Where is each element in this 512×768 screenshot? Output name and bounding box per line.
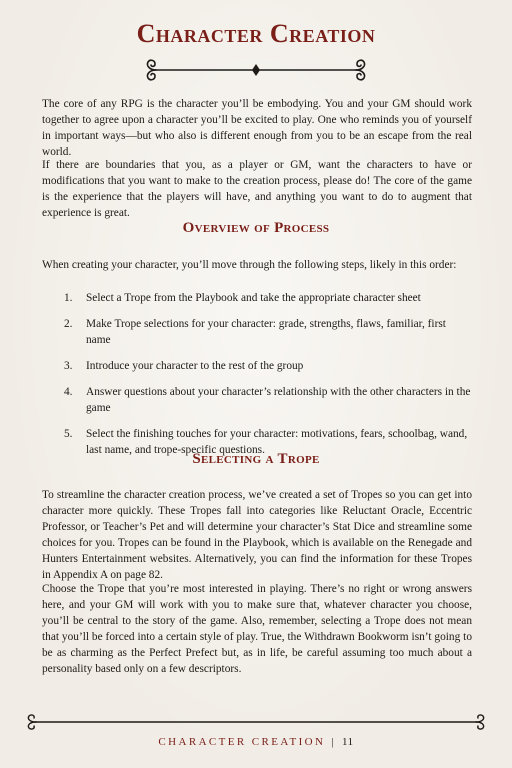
page-title: Character Creation bbox=[136, 19, 376, 48]
page-footer bbox=[0, 736, 512, 748]
step-text: Answer questions about your character’s relationship with the other characters in the game bbox=[86, 386, 471, 414]
intro-paragraph-1: The core of any RPG is the character you’ll be embodying. You and your GM should work together to agree upon a character you’ll be excited to play. One who reminds you of yourself in important ways—but who also is different enough from you to be an escape from the real world. bbox=[42, 98, 472, 158]
trope-paragraph-2: Choose the Trope that you’re most interested in playing. There’s no right or wrong answers here, and your GM will work with you to make sure that, whatever character you choose, you’ll be central to the story of the game. Also, remember, selecting a Trope does not mean that you’ll be forced into a certain style of play. True, the Withdrawn Bookworm isn’t going to be as charming as the Perfect Prefect but, as in life, be careful assuming too much about a personality based only on a few descriptors. bbox=[42, 583, 472, 675]
ornamental-divider-top bbox=[136, 57, 376, 83]
selecting-trope-heading: Selecting a Trope bbox=[192, 451, 320, 467]
list-item bbox=[64, 290, 472, 306]
footer-separator: | bbox=[331, 736, 336, 748]
footer-label: CHARACTER CREATION bbox=[158, 736, 326, 748]
ornamental-divider-bottom bbox=[20, 714, 492, 730]
overview-lead: When creating your character, you’ll move through the following steps, likely in this order: bbox=[42, 259, 457, 271]
list-item bbox=[64, 316, 472, 348]
step-number: 5. bbox=[64, 428, 73, 440]
step-text: Make Trope selections for your character: grade, strengths, flaws, familiar, first name bbox=[86, 318, 446, 346]
step-text: Introduce your character to the rest of the group bbox=[86, 360, 304, 372]
list-item bbox=[64, 358, 472, 374]
intro-paragraph-2: If there are boundaries that you, as a player or GM, want the characters to have or modifications that you want to make to the creation process, please do! The core of the game is the experience that the players will have, and anything you want to do to augment that experience is great. bbox=[42, 159, 472, 219]
steps-list bbox=[64, 290, 472, 468]
step-number: 4. bbox=[64, 386, 73, 398]
list-item bbox=[64, 384, 472, 416]
step-number: 3. bbox=[64, 360, 73, 372]
step-number: 1. bbox=[64, 292, 73, 304]
trope-paragraph-1: To streamline the character creation process, we’ve created a set of Tropes so you can get into character more quickly. These Tropes fall into categories like Reluctant Oracle, Eccentric Professor, or Teacher’s Pet and will determine your character’s Stat Dice and streamline some choices for you. Tropes can be found in the Playbook, which is available on the Renegade and Hunters Entertainment websites. Alternatively, you can find the information for these Tropes in Appendix A on page 82. bbox=[42, 489, 472, 581]
page-number: 11 bbox=[341, 736, 354, 748]
overview-heading: Overview of Process bbox=[182, 220, 330, 236]
step-text: Select a Trope from the Playbook and take the appropriate character sheet bbox=[86, 292, 421, 304]
step-text: Select the finishing touches for your character: motivations, fears, schoolbag, wand, last name, and trope-specific questions. bbox=[86, 428, 468, 456]
step-number: 2. bbox=[64, 318, 73, 330]
